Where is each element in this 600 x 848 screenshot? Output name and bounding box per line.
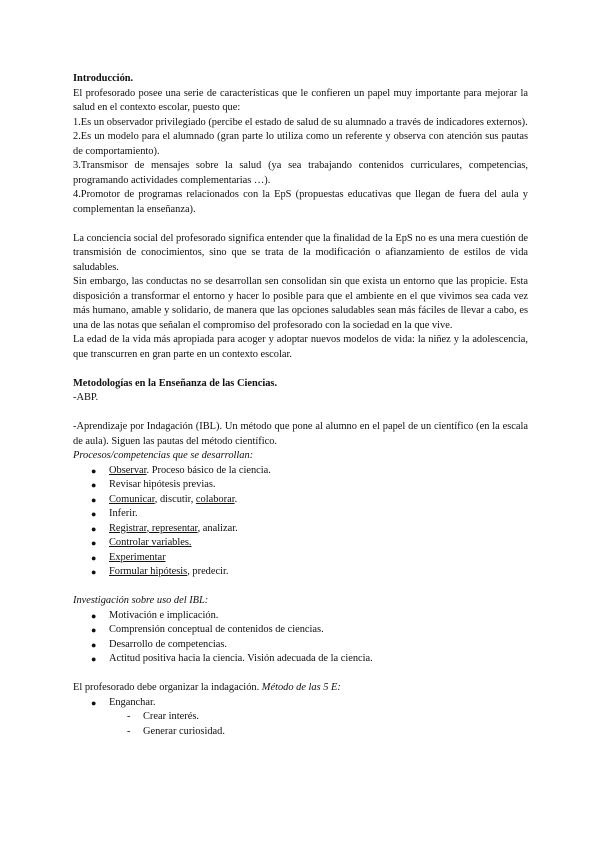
intro-item-2: 2.Es un modelo para el alumnado (gran parte lo utiliza como un referente y observa con atención sus pautas de comportamiento). xyxy=(73,131,528,157)
process-inferir: Inferir. xyxy=(109,508,138,519)
list-item xyxy=(91,507,528,522)
process-controlar: Controlar variables. xyxy=(109,537,192,548)
research-item: Motivación e implicación. xyxy=(109,609,219,621)
processes-list xyxy=(73,464,528,580)
process-discutir: , discutir, xyxy=(154,493,196,505)
bullet-icon: ● xyxy=(91,480,97,490)
intro-paragraph-edad: La edad de la vida más apropiada para acoger y adoptar nuevos modelos de vida: la niñez y la adolescencia, que transcurren en gran parte en un contexto escolar. xyxy=(73,334,528,360)
document-body xyxy=(73,72,528,739)
engage-sub-item: Crear interés. xyxy=(143,711,199,722)
process-registrar: Registrar, representar xyxy=(109,522,198,534)
bullet-icon: ● xyxy=(91,567,97,577)
processes-title: Procesos/competencias que se desarrollan: xyxy=(73,450,254,461)
list-item xyxy=(91,493,528,508)
method-abp: -ABP. xyxy=(73,392,99,403)
method-heading: Metodologías en la Enseñanza de las Ciencias. xyxy=(73,377,278,389)
list-item xyxy=(91,464,528,479)
five-e-lead: El profesorado debe organizar la indagación. xyxy=(73,682,262,693)
list-item xyxy=(127,725,528,740)
method-ibl: -Aprendizaje por Indagación (IBL). Un método que pone al alumno en el papel de un científico (en la escala de aula). Siguen las pautas del método científico. xyxy=(73,421,528,447)
intro-paragraph-conciencia: La conciencia social del profesorado significa entender que la finalidad de la EpS no es una mera cuestión de transmisión de conocimientos, sino que se trata de la modificación o afianzamiento de estilos de vida saludables. xyxy=(73,232,528,273)
research-item: Actitud positiva hacia la ciencia. Visión adecuada de la ciencia. xyxy=(109,653,373,664)
bullet-icon: ● xyxy=(91,639,97,650)
bullet-icon: ● xyxy=(91,523,97,534)
research-item: Desarrollo de competencias. xyxy=(109,638,228,650)
bullet-icon: ● xyxy=(91,697,97,708)
process-analizar: , analizar. xyxy=(197,522,238,534)
five-e-paragraph xyxy=(73,681,528,696)
process-period: . xyxy=(234,493,238,505)
five-e-engage: Enganchar. xyxy=(109,696,156,708)
list-item xyxy=(91,551,528,566)
intro-item-1: 1.Es un observador privilegiado (percibe el estado de salud de su alumnado a través de indicadores externos). xyxy=(73,116,528,128)
bullet-icon: ● xyxy=(91,610,97,621)
research-list xyxy=(73,609,528,667)
list-item xyxy=(91,565,528,580)
list-item xyxy=(91,536,528,551)
engage-sublist xyxy=(73,710,528,739)
research-item: Comprensión conceptual de contenidos de ciencias. xyxy=(109,624,324,635)
bullet-icon: ● xyxy=(91,654,97,664)
list-item xyxy=(91,652,528,667)
process-formular: Formular hipótesis xyxy=(109,566,188,577)
process-experimentar: Experimentar xyxy=(109,551,166,563)
spacer xyxy=(73,362,528,377)
list-item xyxy=(91,638,528,653)
spacer xyxy=(73,406,528,421)
bullet-icon: ● xyxy=(91,625,97,635)
process-colaborar: colaborar xyxy=(195,493,235,505)
process-comunicar: Comunicar xyxy=(109,493,155,505)
process-observar-desc: . Proceso básico de la ciencia. xyxy=(146,464,271,476)
engage-sub-item: Generar curiosidad. xyxy=(143,725,225,737)
intro-heading: Introducción. xyxy=(73,73,134,84)
bullet-icon: ● xyxy=(91,552,97,563)
five-e-title: Método de las 5 E: xyxy=(261,682,341,693)
list-item xyxy=(91,609,528,624)
intro-lead: El profesorado posee una serie de características que le confieren un papel muy importante para mejorar la salud en el contexto escolar, puesto que: xyxy=(73,87,528,113)
spacer xyxy=(73,217,528,232)
process-revisar: Revisar hipótesis previas. xyxy=(109,479,216,490)
intro-item-3: 3.Transmisor de mensajes sobre la salud (ya sea trabajando contenidos curriculares, competencias, programando actividades complementarias …). xyxy=(73,160,528,186)
list-item xyxy=(91,696,528,711)
list-item xyxy=(91,623,528,638)
bullet-icon: ● xyxy=(91,465,97,476)
bullet-icon: ● xyxy=(91,509,97,519)
spacer xyxy=(73,667,528,682)
spacer xyxy=(73,580,528,595)
research-title: Investigación sobre uso del IBL: xyxy=(73,595,209,606)
list-item xyxy=(127,710,528,725)
intro-item-4: 4.Promotor de programas relacionados con la EpS (propuestas educativas que llegan de fuera del aula y complementan la enseñanza). xyxy=(73,189,528,215)
process-observar: Observar xyxy=(109,464,147,476)
five-e-list xyxy=(73,696,528,711)
bullet-icon: ● xyxy=(91,538,97,548)
dash-icon: - xyxy=(127,711,131,722)
intro-paragraph-entorno: Sin embargo, las conductas no se desarrollan sen consolidan sin que exista un entorno que las propicie. Esta disposición a transformar el entorno y hacer lo posible para que el ambiente en el que vivimos sea cada vez más humano, amable y solidario, de manera que las opciones saludables sean más fáciles de llevar a cabo, es una de las notas que señalan el compromiso del profesorado con la sociedad en la que vive. xyxy=(73,276,528,331)
list-item xyxy=(91,522,528,537)
list-item xyxy=(91,478,528,493)
bullet-icon: ● xyxy=(91,494,97,505)
process-predecir: , predecir. xyxy=(187,566,229,577)
dash-icon: - xyxy=(127,725,131,737)
